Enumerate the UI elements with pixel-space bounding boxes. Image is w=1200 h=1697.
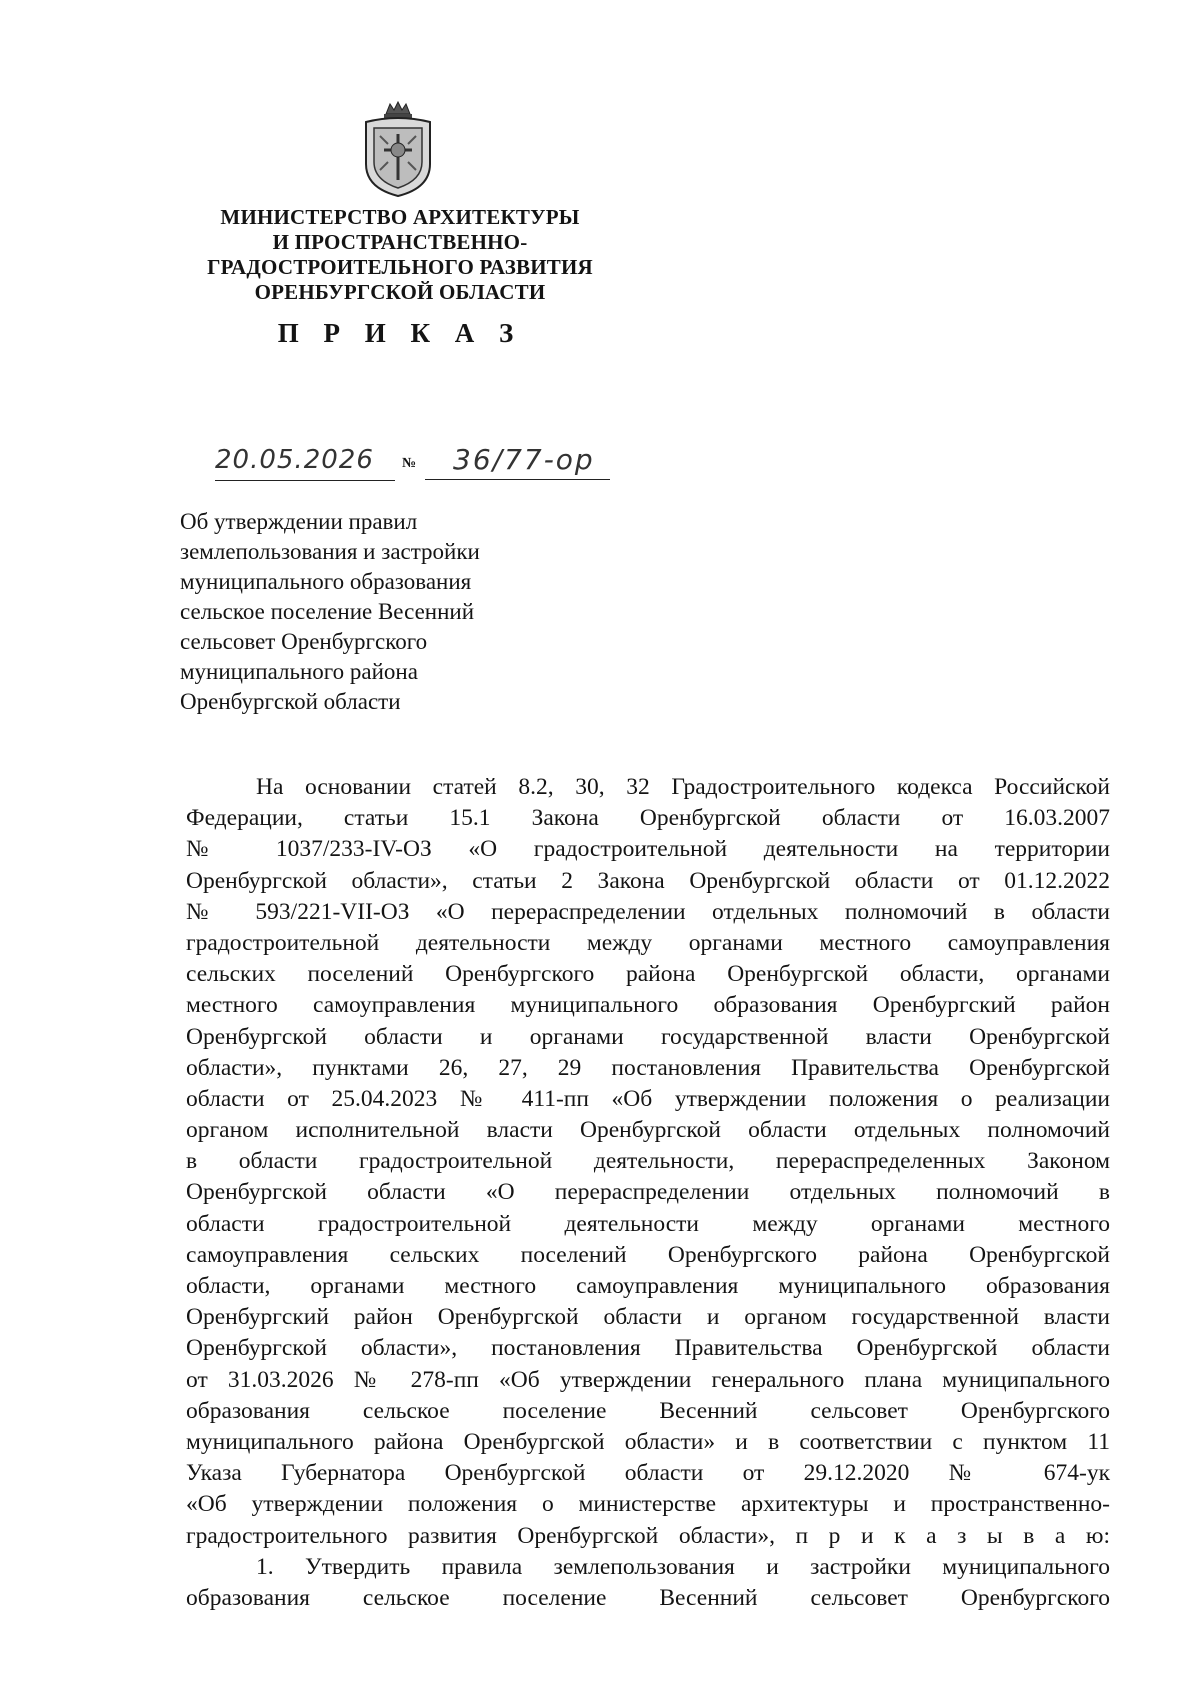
body-line: муниципального района Оренбургской области» и в соответствии с пунктом 11 (186, 1428, 1110, 1455)
body-line: 1. Утвердить правила землепользования и застройки муниципального (256, 1553, 1110, 1580)
ministry-line: И ПРОСТРАНСТВЕННО- (272, 230, 528, 254)
body-line: Федерации, статьи 15.1 Закона Оренбургской области от 16.03.2007 (186, 805, 1110, 832)
ministry-line: МИНИСТЕРСТВО АРХИТЕКТУРЫ (220, 205, 580, 229)
body-line: № 1037/233-IV-ОЗ «О градостроительной деятельности на территории (186, 836, 1110, 863)
body-line: Оренбургской области», постановления Правительства Оренбургской области (186, 1335, 1110, 1362)
body-line: № 593/221-VII-ОЗ «О перераспределении отдельных полномочий в области (186, 898, 1110, 925)
subject-line: муниципального образования (180, 569, 472, 594)
body-line: Оренбургской области и органами государственной власти Оренбургской (186, 1023, 1110, 1050)
document-type-title: П Р И К А З (277, 318, 523, 348)
order-date-number (215, 440, 635, 490)
body-line: в области градостроительной деятельности, перераспределенных Законом (186, 1148, 1110, 1175)
body-line: самоуправления сельских поселений Оренбургского района Оренбургской (186, 1241, 1110, 1268)
body-line: сельских поселений Оренбургского района Оренбургской области, органами (186, 961, 1110, 988)
body-line: местного самоуправления муниципального образования Оренбургский район (186, 992, 1110, 1019)
order-date: 20.05.2026 (215, 440, 395, 481)
ministry-line: ГРАДОСТРОИТЕЛЬНОГО РАЗВИТИЯ (207, 255, 593, 279)
body-line: «Об утверждении положения о министерстве архитектуры и пространственно- (186, 1491, 1110, 1518)
body-line: Оренбургской области «О перераспределении отдельных полномочий в (186, 1179, 1110, 1206)
number-sign: № (402, 456, 417, 471)
body-line: области градостроительной деятельности между органами местного (186, 1210, 1110, 1237)
body-line: образования сельское поселение Весенний сельсовет Оренбургского (186, 1397, 1110, 1424)
subject-line: сельсовет Оренбургского (180, 629, 428, 654)
body-line: органом исполнительной власти Оренбургской области отдельных полномочий (186, 1117, 1110, 1144)
body-line: градостроительной деятельности между органами местного самоуправления (186, 929, 1110, 956)
subject-line: сельское поселение Весенний (180, 599, 475, 624)
coat-of-arms-icon (360, 100, 436, 198)
ministry-line: ОРЕНБУРГСКОЙ ОБЛАСТИ (254, 280, 546, 304)
body-line: На основании статей 8.2, 30, 32 Градостроительного кодекса Российской (256, 774, 1110, 800)
body-line: от 31.03.2026 № 278-пп «Об утверждении генерального плана муниципального (186, 1366, 1110, 1393)
body-line: области, органами местного самоуправления муниципального образования (186, 1273, 1110, 1299)
body-line: Оренбургской области», статьи 2 Закона Оренбургской области от 01.12.2022 (186, 867, 1110, 894)
body-line: области», пунктами 26, 27, 29 постановления Правительства Оренбургской (186, 1054, 1110, 1081)
body-line: образования сельское поселение Весенний сельсовет Оренбургского (186, 1584, 1110, 1611)
body-line: градостроительного развития Оренбургской области», п р и к а з ы в а ю: (186, 1522, 1110, 1549)
body-line: Указа Губернатора Оренбургской области от 29.12.2020 № 674-ук (186, 1460, 1110, 1487)
subject-line: Об утверждении правил (180, 509, 418, 534)
order-body (186, 772, 1110, 1614)
body-line: области от 25.04.2023 № 411-пп «Об утверждении положения о реализации (186, 1085, 1110, 1112)
body-line: Оренбургский район Оренбургской области и органом государственной власти (186, 1304, 1110, 1331)
order-number: 36/77-ор (425, 440, 610, 480)
order-subject (180, 507, 580, 717)
ministry-name (170, 205, 630, 305)
subject-line: землепользования и застройки (180, 539, 480, 564)
subject-line: Оренбургской области (180, 689, 401, 714)
subject-line: муниципального района (180, 659, 418, 684)
